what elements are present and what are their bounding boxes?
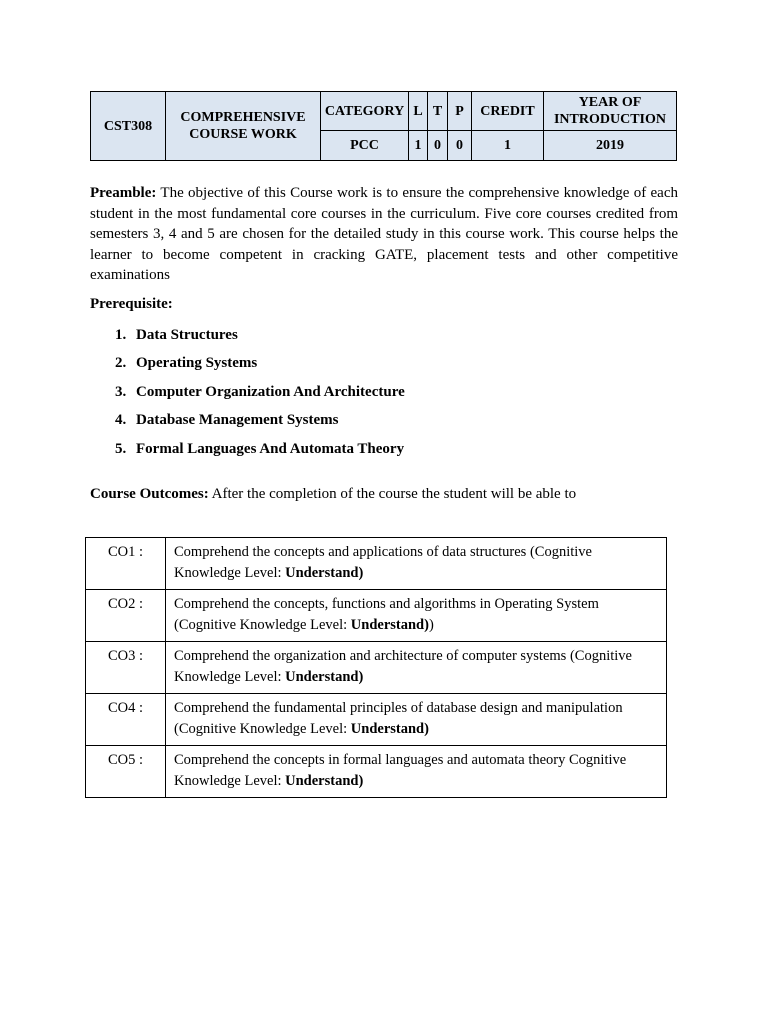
- table-row: [86, 641, 667, 693]
- table-row: [86, 537, 667, 589]
- course-outcomes-intro: [90, 484, 678, 504]
- prerequisite-heading: Prerequisite:: [90, 295, 173, 312]
- co-description: [166, 537, 667, 589]
- table-row: [86, 589, 667, 641]
- year-header: YEAR OF INTRODUCTION: [544, 92, 677, 131]
- category-value: PCC: [321, 131, 409, 161]
- list-item-text: Formal Languages And Automata Theory: [136, 440, 405, 457]
- co-description-bold: Understand): [350, 616, 429, 633]
- list-item: [115, 411, 678, 430]
- p-value: 0: [448, 131, 472, 161]
- co-description-text: Comprehend the concepts and applications of data structures (Cognitive Knowledge Level:: [174, 543, 592, 581]
- t-value: 0: [428, 131, 448, 161]
- co-description: [166, 641, 667, 693]
- category-header: CATEGORY: [321, 92, 409, 131]
- course-outcomes-table: [85, 537, 667, 798]
- list-item-number: 1.: [115, 326, 127, 343]
- list-item-number: 3.: [115, 383, 127, 400]
- co-id: CO1 :: [86, 537, 166, 589]
- list-item-text: Data Structures: [136, 326, 238, 343]
- co-id: CO5 :: [86, 745, 166, 797]
- list-item-number: 5.: [115, 440, 127, 457]
- co-description-text: Comprehend the fundamental principles of database design and manipulation (Cognitive Knowledge Level:: [174, 699, 623, 737]
- co-description-text: Comprehend the organization and architecture of computer systems (Cognitive Knowledge Level:: [174, 647, 632, 685]
- list-item: [115, 440, 678, 459]
- prerequisite-list: [115, 326, 678, 459]
- preamble-paragraph: [90, 183, 678, 286]
- l-header: L: [409, 92, 428, 131]
- table-row: [86, 693, 667, 745]
- list-item: [115, 354, 678, 373]
- course-name: COMPREHENSIVE COURSE WORK: [166, 92, 321, 161]
- co-description: [166, 693, 667, 745]
- table-row: [86, 745, 667, 797]
- co-description-bold: Understand): [285, 668, 364, 685]
- co-description-bold: Understand): [350, 720, 429, 737]
- co-description-text: Comprehend the concepts, functions and algorithms in Operating System (Cognitive Knowledge Level:: [174, 595, 599, 633]
- co-description: [166, 589, 667, 641]
- co-description: [166, 745, 667, 797]
- list-item-text: Operating Systems: [136, 355, 258, 371]
- co-description-bold: Understand): [285, 564, 364, 581]
- co-description-suffix: ): [428, 616, 434, 633]
- co-id: CO4 :: [86, 693, 166, 745]
- t-header: T: [428, 92, 448, 131]
- list-item: [115, 383, 678, 402]
- course-header-table: [90, 91, 677, 161]
- course-code: CST308: [91, 92, 166, 161]
- credit-header: CREDIT: [472, 92, 544, 131]
- co-id: CO3 :: [86, 641, 166, 693]
- list-item-text: Computer Organization And Architecture: [136, 383, 405, 400]
- list-item-number: 4.: [115, 412, 127, 428]
- co-description-text: Comprehend the concepts in formal languages and automata theory Cognitive Knowledge Level:: [174, 751, 627, 789]
- year-value: 2019: [544, 131, 677, 161]
- course-outcomes-label: Course Outcomes:: [90, 485, 209, 502]
- l-value: 1: [409, 131, 428, 161]
- p-header: P: [448, 92, 472, 131]
- co-description-bold: Understand): [285, 772, 364, 789]
- preamble-label: Preamble:: [90, 185, 157, 201]
- list-item: [115, 326, 678, 345]
- preamble-text: The objective of this Course work is to ensure the comprehensive knowledge of each student in the most fundamental core courses in the curriculum. Five core courses credited from semesters 3, 4 and 5 are chosen for the detailed study in this course work. This course helps the learner to become competent in cracking GATE, placement tests and other competitive examinations: [90, 185, 678, 283]
- list-item-number: 2.: [115, 355, 127, 371]
- co-id: CO2 :: [86, 589, 166, 641]
- header-row: [91, 92, 677, 131]
- course-outcomes-text: After the completion of the course the student will be able to: [208, 485, 577, 502]
- credit-value: 1: [472, 131, 544, 161]
- list-item-text: Database Management Systems: [136, 412, 339, 428]
